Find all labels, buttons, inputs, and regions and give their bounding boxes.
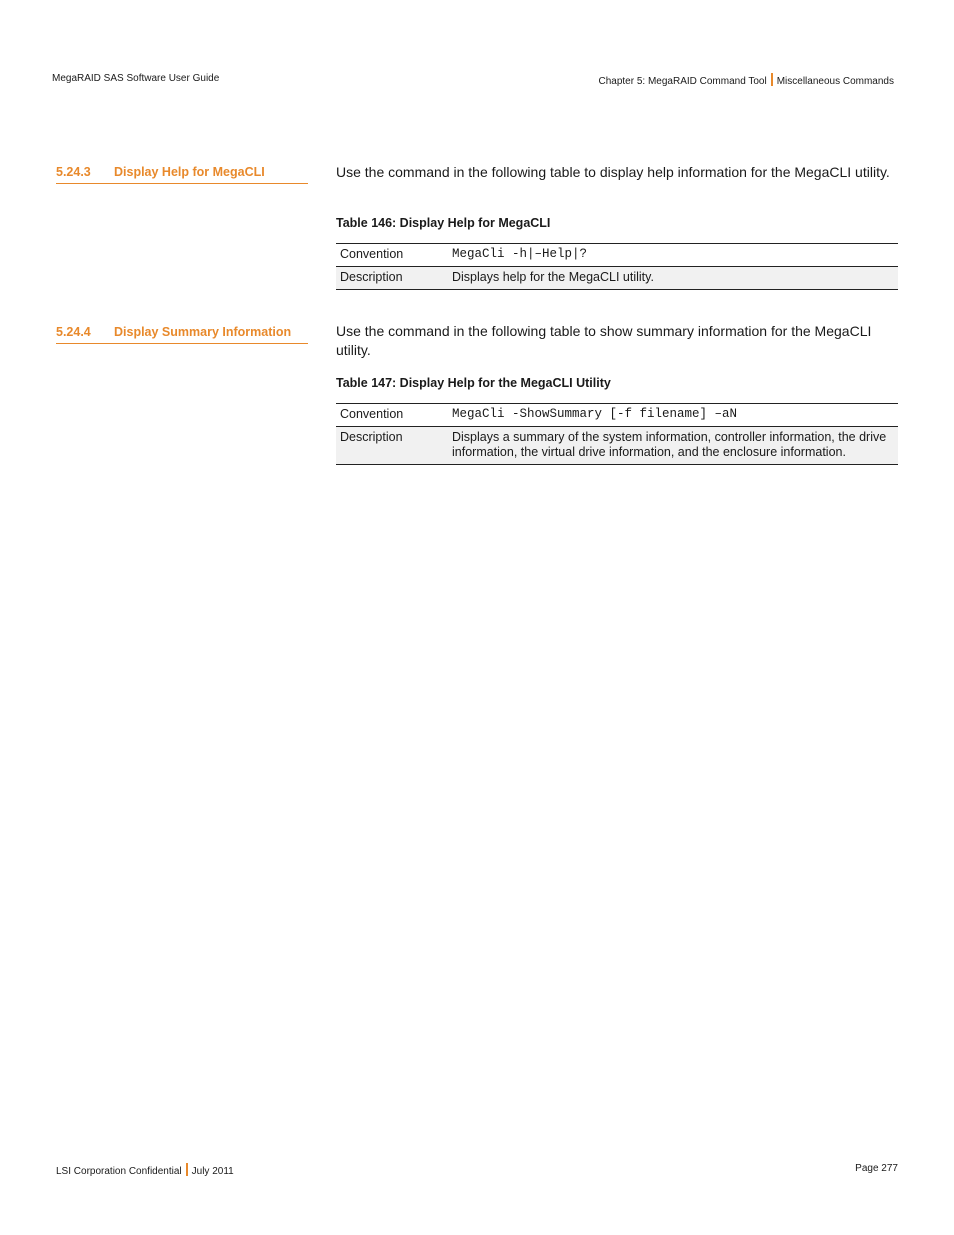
row-label: Convention bbox=[336, 244, 448, 267]
command-table-146 bbox=[336, 243, 898, 290]
page-number: Page 277 bbox=[855, 1163, 898, 1174]
table-row bbox=[336, 427, 898, 465]
table-caption: Table 146: Display Help for MegaCLI bbox=[336, 216, 551, 230]
header-divider bbox=[771, 73, 773, 86]
row-label: Convention bbox=[336, 404, 448, 427]
header-section: Miscellaneous Commands bbox=[776, 76, 894, 87]
table-row bbox=[336, 404, 898, 427]
footer-info bbox=[56, 1163, 234, 1177]
header-doc-title: MegaRAID SAS Software User Guide bbox=[52, 73, 220, 84]
section-number: 5.24.3 bbox=[56, 165, 91, 179]
section-paragraph: Use the command in the following table to display help information for the MegaCLI utility. bbox=[336, 164, 890, 180]
row-value: MegaCli -ShowSummary [-f filename] –aN bbox=[448, 404, 898, 427]
footer-date: July 2011 bbox=[191, 1166, 234, 1177]
section-heading-5-24-4 bbox=[56, 325, 308, 344]
section-title: Display Summary Information bbox=[114, 325, 292, 339]
section-title: Display Help for MegaCLI bbox=[114, 165, 265, 179]
command-table-147 bbox=[336, 403, 898, 465]
table-row bbox=[336, 267, 898, 290]
footer-divider bbox=[186, 1163, 188, 1176]
row-value: Displays help for the MegaCLI utility. bbox=[448, 267, 898, 290]
row-value: Displays a summary of the system information, controller information, the drive information, the virtual drive information, and the enclosure information. bbox=[448, 427, 898, 465]
table-caption: Table 147: Display Help for the MegaCLI Utility bbox=[336, 376, 611, 390]
header-chapter-info bbox=[598, 73, 894, 87]
footer-confidential: LSI Corporation Confidential bbox=[56, 1166, 182, 1177]
section-number: 5.24.4 bbox=[56, 325, 91, 339]
table-row bbox=[336, 244, 898, 267]
header-chapter: Chapter 5: MegaRAID Command Tool bbox=[598, 76, 767, 87]
section-paragraph: Use the command in the following table to show summary information for the MegaCLI utility. bbox=[336, 323, 872, 358]
row-label: Description bbox=[336, 267, 448, 290]
row-label: Description bbox=[336, 427, 448, 465]
row-value: MegaCli -h|–Help|? bbox=[448, 244, 898, 267]
section-heading-5-24-3 bbox=[56, 165, 308, 184]
